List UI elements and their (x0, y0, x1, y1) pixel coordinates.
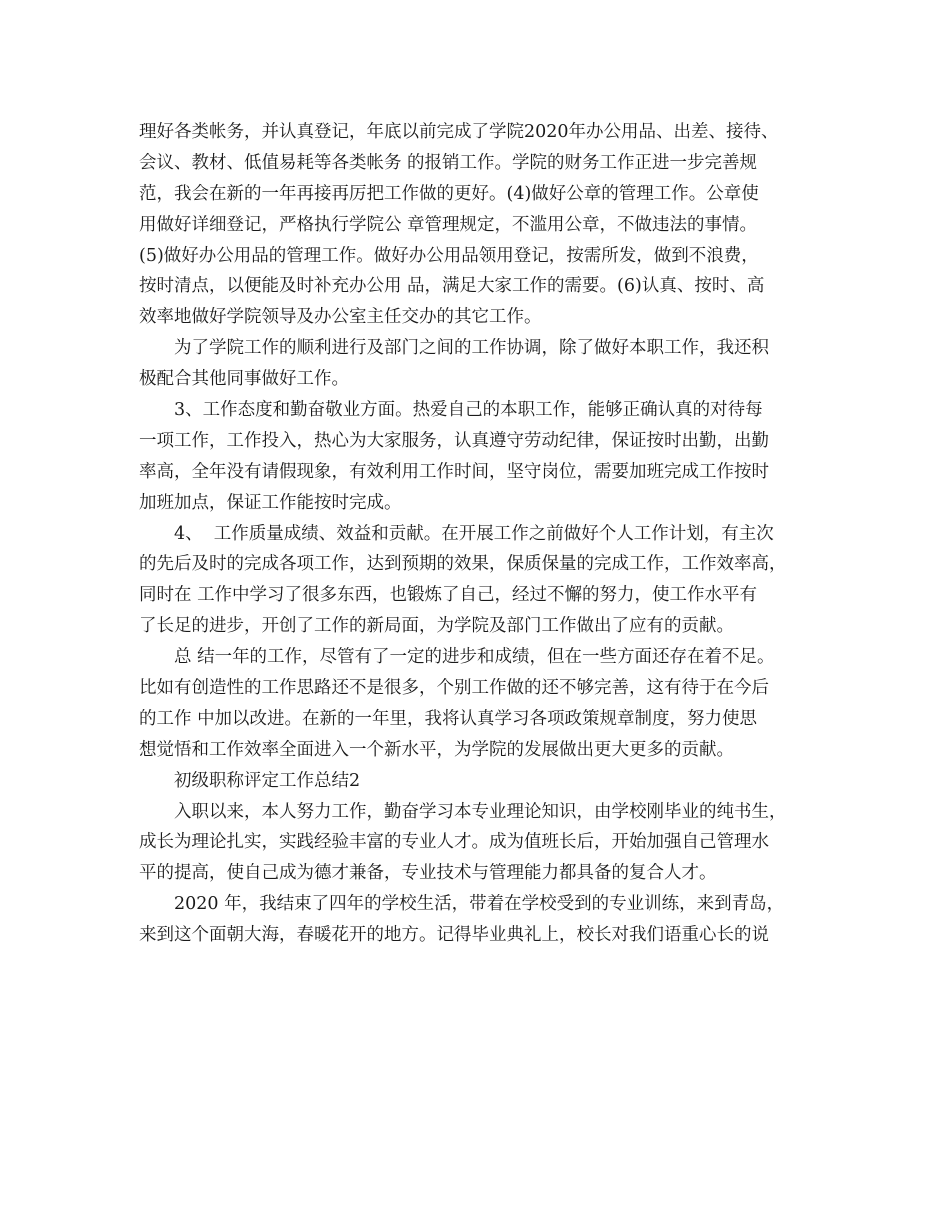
document-body (139, 117, 821, 951)
paragraph-start-line: 3、工作态度和勤奋敬业方面。热爱自己的本职工作，能够正确认真的对待每 (174, 400, 763, 421)
text-line: 的先后及时的完成各项工作，达到预期的效果，保质保量的完成工作，工作效率高， (139, 554, 787, 575)
text-line: 了长足的进步，开创了工作的新局面，为学院及部门工作做出了应有的贡献。 (139, 616, 734, 637)
text-line: 效率地做好学院领导及办公室主任交办的其它工作。 (139, 307, 542, 328)
text-line: 按时清点，以便能及时补充办公用 品，满足大家工作的需要。(6)认真、按时、高 (139, 276, 765, 297)
text-line: 范，我会在新的一年再接再厉把工作做的更好。(4)做好公章的管理工作。公章使 (139, 183, 759, 204)
text-line: 想觉悟和工作效率全面进入一个新水平，为学院的发展做出更大更多的贡献。 (139, 739, 734, 760)
text-line: 的工作 中加以改进。在新的一年里，我将认真学习各项政策规章制度，努力使思 (139, 708, 758, 729)
section-heading: 初级职称评定工作总结2 (174, 770, 361, 791)
paragraph-start-line: 2020 年，我结束了四年的学校生活，带着在学校受到的专业训练，来到青岛， (174, 894, 785, 915)
text-line: 率高，全年没有请假现象，有效利用工作时间，坚守岗位，需要加班完成工作按时 (139, 461, 769, 482)
text-line: 比如有创造性的工作思路还不是很多，个别工作做的还不够完善，这有待于在今后 (139, 678, 769, 699)
paragraph-start-line: 入职以来，本人努力工作，勤奋学习本专业理论知识，由学校刚毕业的纯书生， (174, 801, 787, 822)
text-line: 用做好详细登记，严格执行学院公 章管理规定，不滥用公章，不做违法的事情。 (139, 214, 758, 235)
paragraph-start-line: 总 结一年的工作，尽管有了一定的进步和成绩，但在一些方面还存在着不足。 (174, 647, 775, 668)
text-line: 一项工作，工作投入，热心为大家服务，认真遵守劳动纪律，保证按时出勤，出勤 (139, 430, 769, 451)
text-line: 理好各类帐务，并认真登记，年底以前完成了学院2020年办公用品、出差、接待、 (139, 122, 779, 142)
text-line: 同时在 工作中学习了很多东西，也锻炼了自己，经过不懈的努力，使工作水平有 (139, 585, 758, 606)
text-line: 来到这个面朝大海，春暖花开的地方。记得毕业典礼上，校长对我们语重心长的说 (139, 925, 769, 946)
text-line: 加班加点，保证工作能按时完成。 (139, 492, 402, 513)
text-line: 平的提高，使自己成为德才兼备，专业技术与管理能力都具备的复合人才。 (139, 863, 717, 884)
text-line: 成长为理论扎实，实践经验丰富的专业人才。成为值班长后，开始加强自己管理水 (139, 832, 769, 853)
text-line: 极配合其他同事做好工作。 (139, 369, 349, 390)
text-line: (5)做好办公用品的管理工作。做好办公用品领用登记，按需所发，做到不浪费， (139, 245, 759, 266)
text-line: 会议、教材、低值易耗等各类帐务 的报销工作。学院的财务工作正进一步完善规 (139, 152, 758, 173)
paragraph-start-line: 为了学院工作的顺利进行及部门之间的工作协调，除了做好本职工作，我还积 (174, 338, 769, 359)
paragraph-start-line: 4、 工作质量成绩、效益和贡献。在开展工作之前做好个人工作计划，有主次 (174, 523, 774, 544)
